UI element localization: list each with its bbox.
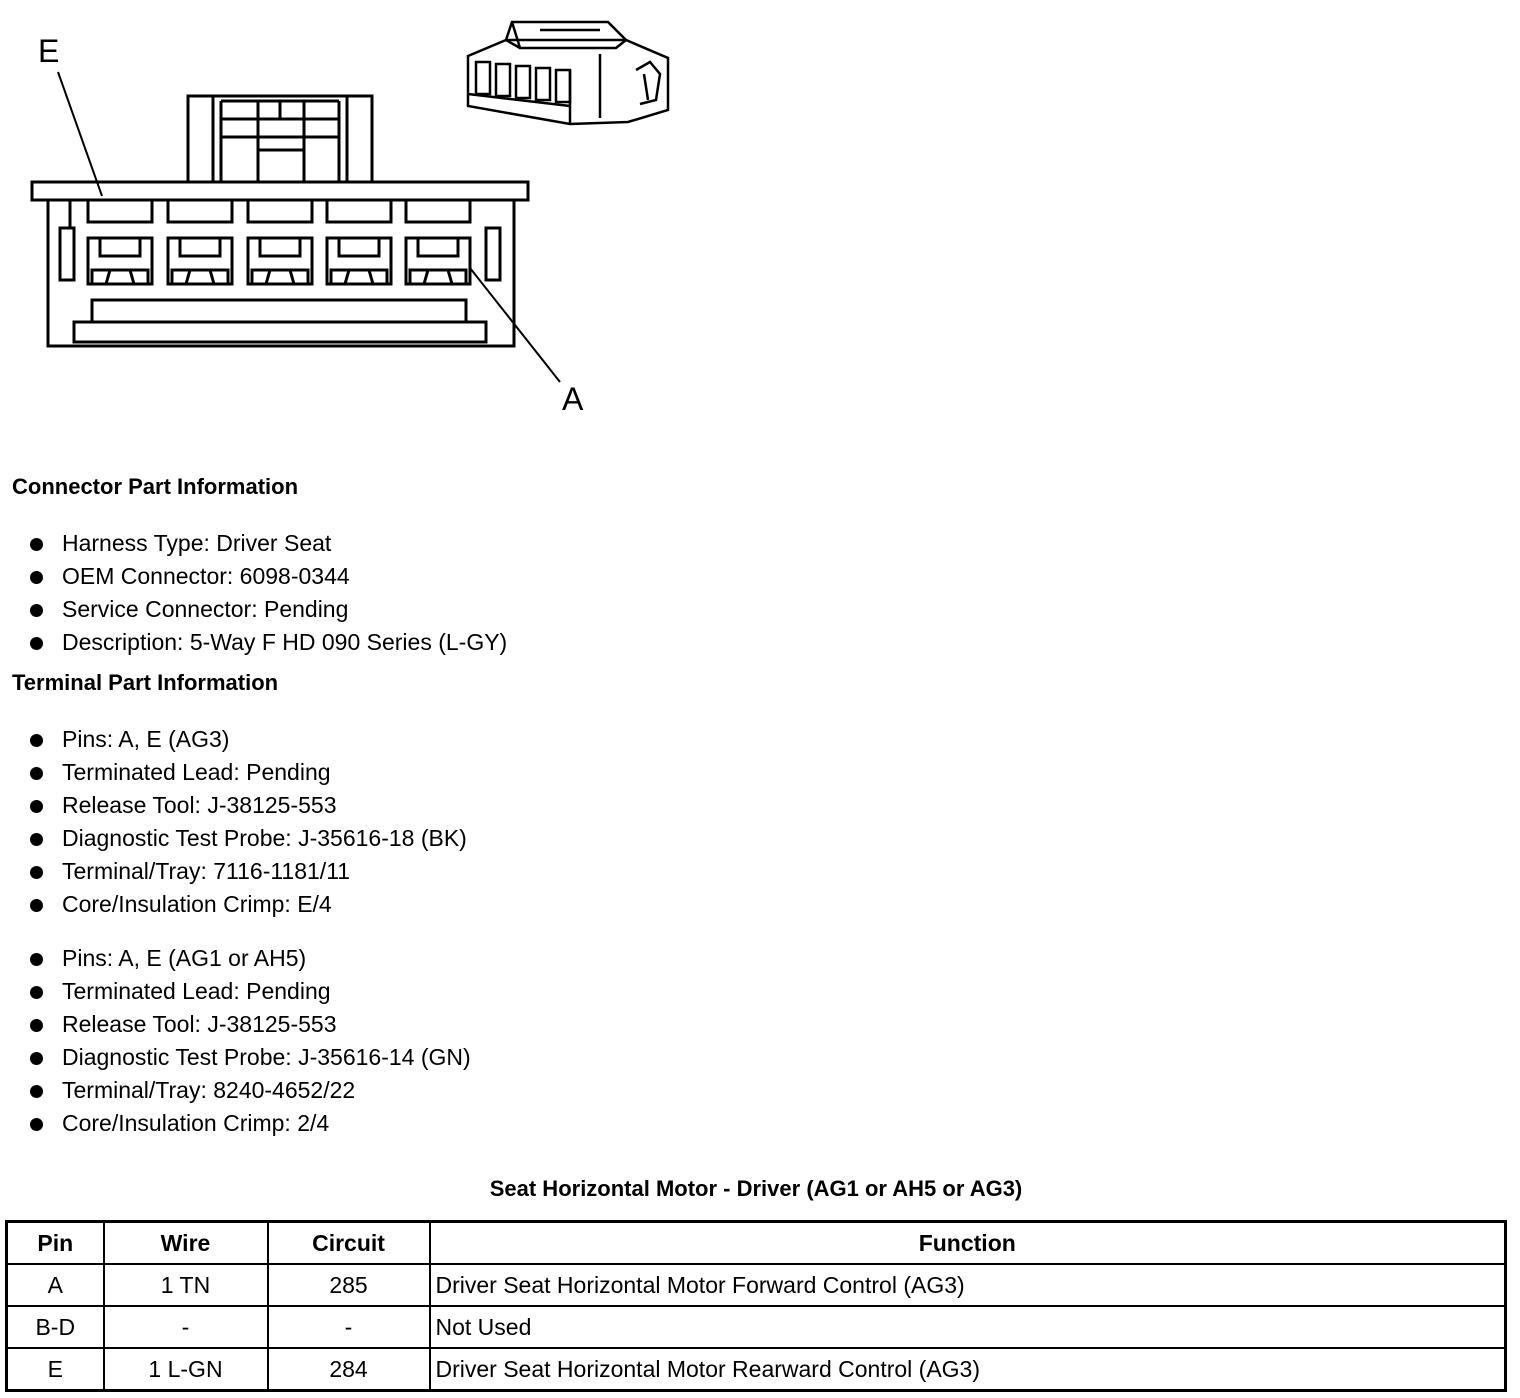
cell-function: Driver Seat Horizontal Motor Forward Control (AG3)	[430, 1264, 1506, 1306]
connector-cavity	[327, 200, 391, 284]
terminal-info-list-1	[0, 723, 467, 921]
list-item: Service Connector: Pending	[0, 593, 507, 626]
cavity-label-a: A	[562, 381, 584, 417]
table-title: Seat Horizontal Motor - Driver (AG1 or AH5 or AG3)	[489, 1176, 1023, 1201]
header-function: Function	[430, 1222, 1506, 1265]
list-item: Pins: A, E (AG3)	[0, 723, 467, 756]
list-item: Terminated Lead: Pending	[0, 975, 471, 1008]
list-item: Core/Insulation Crimp: E/4	[0, 888, 467, 921]
list-item: Terminal/Tray: 7116-1181/11	[0, 855, 467, 888]
cell-circuit: 285	[268, 1264, 430, 1306]
connector-info-list	[0, 527, 507, 659]
cell-function: Not Used	[430, 1306, 1506, 1348]
connector-cavity	[168, 200, 232, 284]
list-item: Core/Insulation Crimp: 2/4	[0, 1107, 471, 1140]
cell-function: Driver Seat Horizontal Motor Rearward Control (AG3)	[430, 1348, 1506, 1391]
cell-wire: 1 L-GN	[104, 1348, 268, 1391]
list-item: OEM Connector: 6098-0344	[0, 560, 507, 593]
header-wire: Wire	[104, 1222, 268, 1265]
connector-isometric-picture	[468, 22, 668, 124]
list-item: Harness Type: Driver Seat	[0, 527, 507, 560]
table-header-row	[7, 1222, 1506, 1265]
connector-cavity	[248, 200, 312, 284]
connector-cavity	[406, 200, 470, 284]
list-item: Description: 5-Way F HD 090 Series (L-GY)	[0, 626, 507, 659]
cell-circuit: -	[268, 1306, 430, 1348]
list-item: Diagnostic Test Probe: J-35616-14 (GN)	[0, 1041, 471, 1074]
list-item: Terminal/Tray: 8240-4652/22	[0, 1074, 471, 1107]
connector-diagram	[0, 0, 700, 440]
header-circuit: Circuit	[268, 1222, 430, 1265]
connector-cavity	[88, 200, 152, 284]
terminal-info-title: Terminal Part Information	[12, 670, 279, 695]
table-row	[7, 1264, 1506, 1306]
list-item: Pins: A, E (AG1 or AH5)	[0, 942, 471, 975]
list-item: Release Tool: J-38125-553	[0, 789, 467, 822]
cell-circuit: 284	[268, 1348, 430, 1391]
cavity-label-e: E	[38, 33, 60, 69]
header-pin: Pin	[7, 1222, 104, 1265]
cell-pin: E	[7, 1348, 104, 1391]
cell-pin: B-D	[7, 1306, 104, 1348]
terminal-info-list-2	[0, 942, 471, 1140]
cell-wire: -	[104, 1306, 268, 1348]
cell-pin: A	[7, 1264, 104, 1306]
list-item: Release Tool: J-38125-553	[0, 1008, 471, 1041]
connector-info-title: Connector Part Information	[12, 474, 299, 499]
table-row	[7, 1306, 1506, 1348]
table-row	[7, 1348, 1506, 1391]
pinout-table	[5, 1220, 1507, 1392]
cell-wire: 1 TN	[104, 1264, 268, 1306]
list-item: Terminated Lead: Pending	[0, 756, 467, 789]
list-item: Diagnostic Test Probe: J-35616-18 (BK)	[0, 822, 467, 855]
